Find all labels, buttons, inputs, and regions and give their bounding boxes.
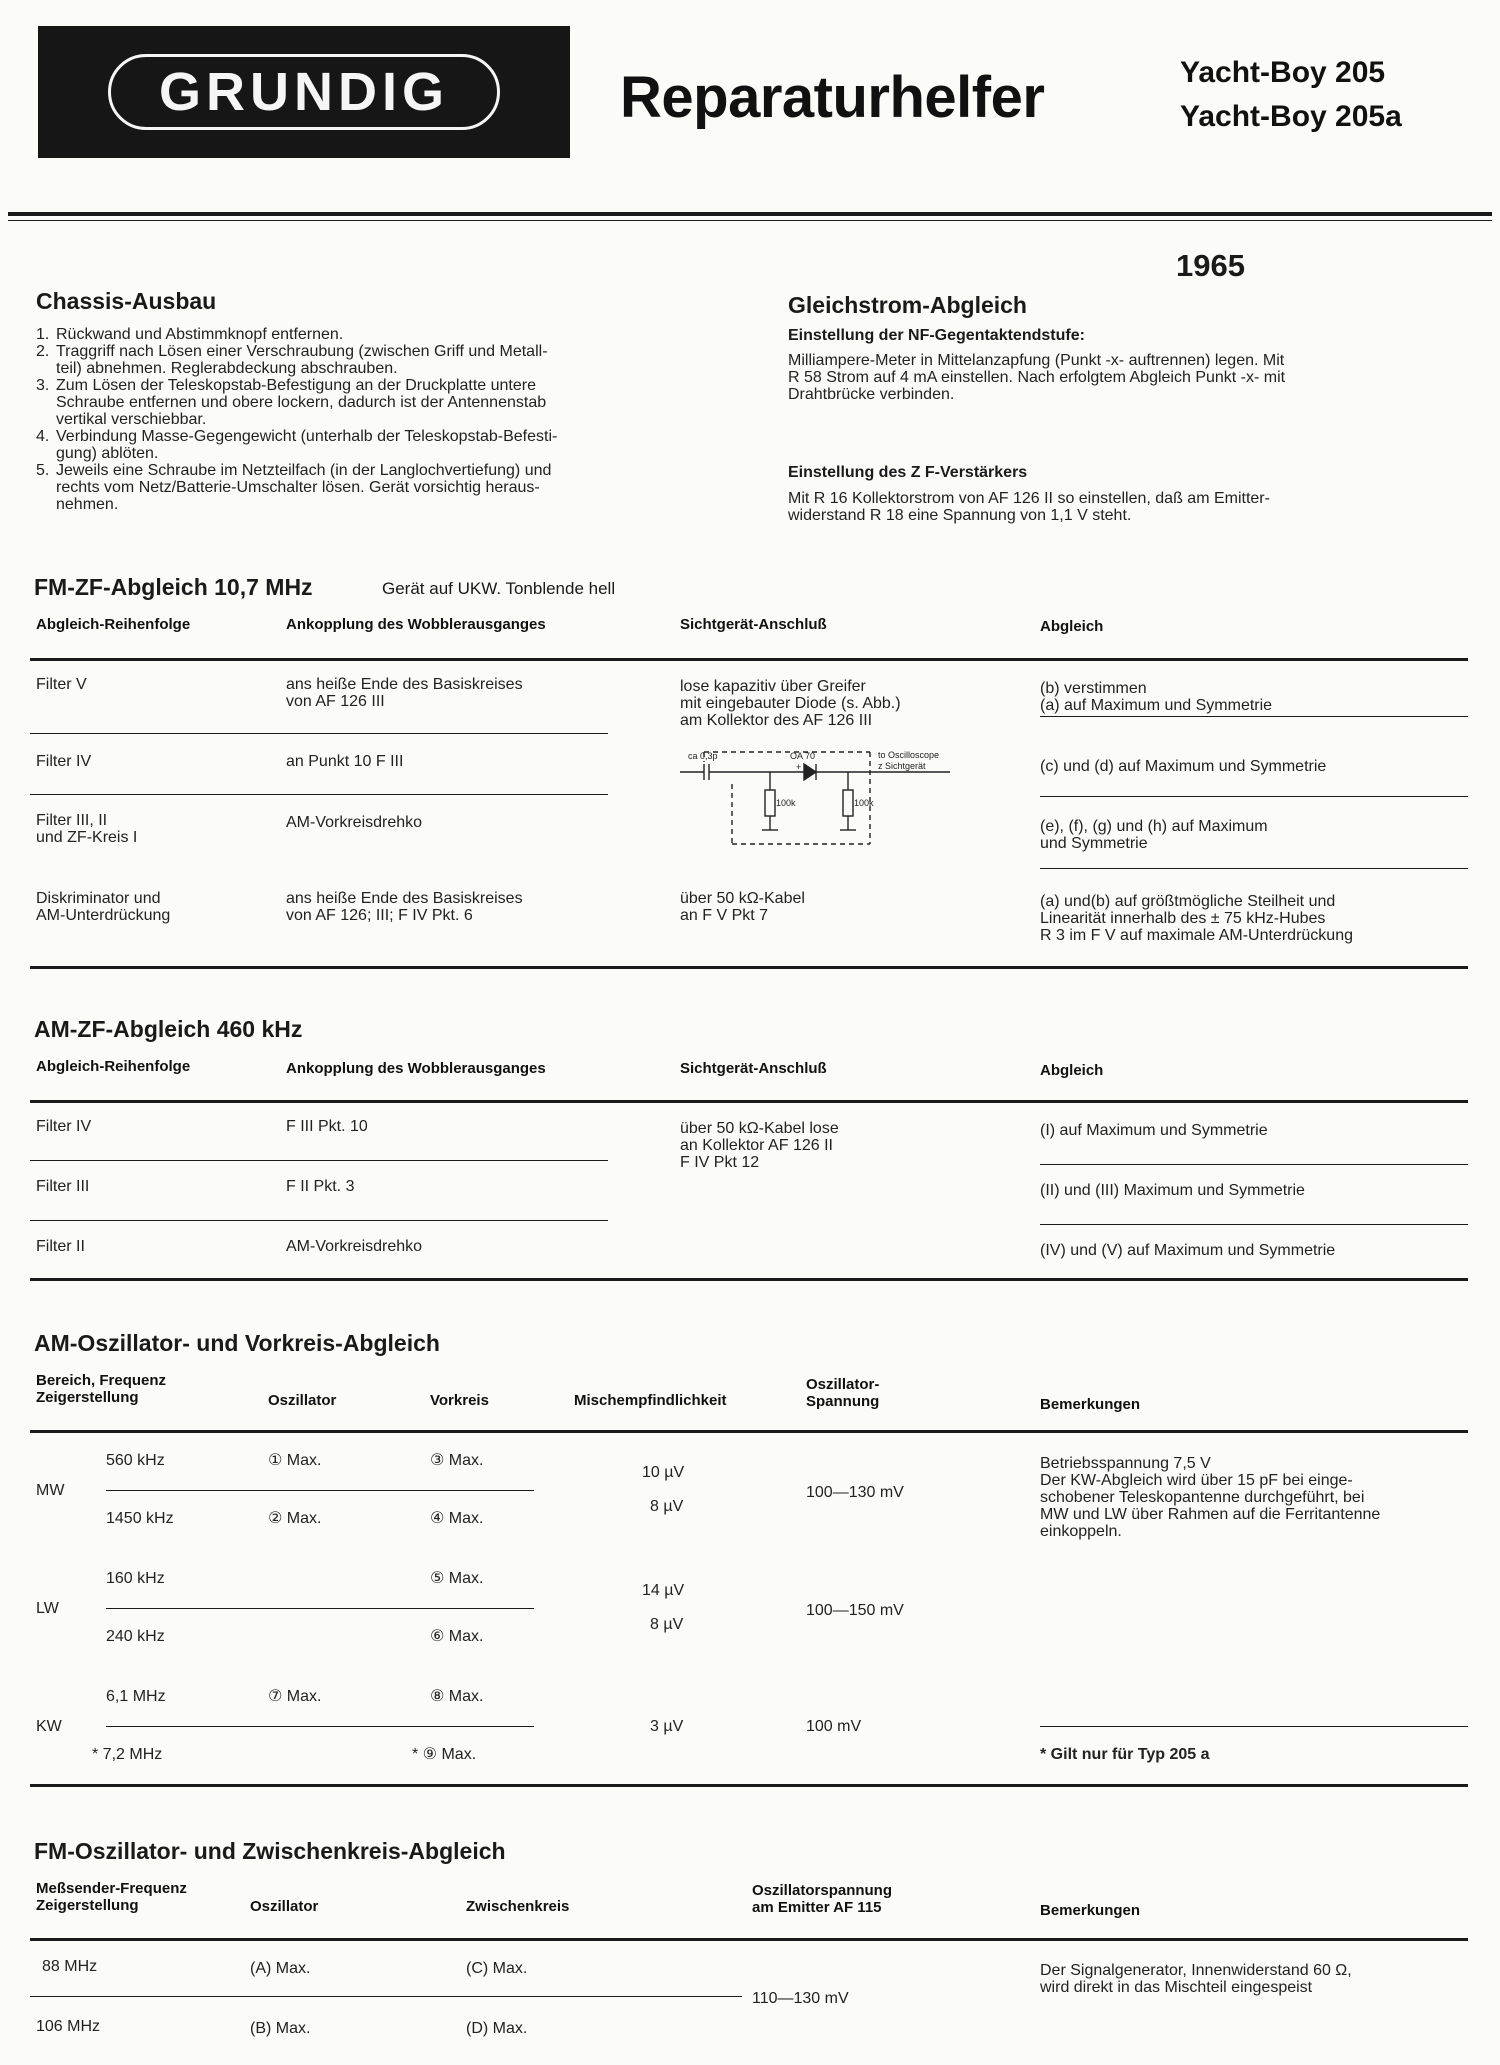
fmzf-row2-c2: an Punkt 10 F III — [286, 753, 404, 770]
amzf-header-1: Abgleich-Reihenfolge — [36, 1058, 191, 1075]
grundig-logo — [38, 26, 570, 158]
amosc-header-2: Oszillator — [268, 1392, 337, 1409]
kw-osc-voltage: 100 mV — [806, 1718, 862, 1735]
mw-misch-2: 8 µV — [650, 1498, 684, 1515]
mw-misch-1: 10 µV — [642, 1464, 685, 1481]
chassis-step: 5. Jeweils eine Schraube im Netzteilfach (in der Langlochvertiefung) und rechts vom Netz/Batterie-Umschalter lösen. Gerät vorsichtig heraus- nehmen. — [36, 462, 552, 513]
year: 1965 — [1176, 248, 1245, 283]
amosc-remarks: Betriebsspannung 7,5 V Der KW-Abgleich wird über 15 pF bei einge- schobener Teleskopantenne durchgeführt, bei MW und LW über Rahmen auf die Ferritantenne einkoppeln. — [1040, 1455, 1381, 1540]
header-rule-thin — [8, 220, 1492, 221]
fmzf-title: FM-ZF-Abgleich 10,7 MHz — [34, 574, 313, 600]
model-name-1: Yacht-Boy 205 — [1180, 56, 1386, 89]
diagram-r1-label: 100k — [776, 798, 796, 808]
fmzf-header-3: Sichtgerät-Anschluß — [680, 616, 827, 633]
kw-freq-1: 6,1 MHz — [106, 1688, 166, 1705]
fmosc-row1-osc: (A) Max. — [250, 1960, 311, 1977]
fmosc-header-rule — [30, 1938, 1468, 1941]
amzf-header-3: Sichtgerät-Anschluß — [680, 1060, 827, 1077]
fmosc-header-1: Meßsender-Frequenz Zeigerstellung — [36, 1880, 187, 1914]
diagram-plus-label: + — [796, 762, 802, 772]
band-mw: MW — [36, 1482, 65, 1499]
zf-text: Mit R 16 Kollektorstrom von AF 126 II so einstellen, daß am Emitter- widerstand R 18 eine Spannung von 1,1 V steht. — [788, 490, 1270, 524]
amzf-row2-c4: (II) und (III) Maximum und Symmetrie — [1040, 1182, 1305, 1199]
fmzf-row3-c2: AM-Vorkreisdrehko — [286, 814, 423, 831]
fmzf-bottom-rule — [30, 966, 1468, 969]
header-rule — [8, 212, 1492, 216]
fmosc-voltage: 110—130 mV — [752, 1990, 849, 2007]
fmosc-remarks: Der Signalgenerator, Innenwiderstand 60 Ω, wird direkt in das Mischteil eingespeist — [1040, 1962, 1352, 1996]
fmosc-title: FM-Oszillator- und Zwischenkreis-Abgleich — [34, 1838, 506, 1864]
chassis-step: 3. Zum Lösen der Teleskopstab-Befestigung an der Druckplatte untere Schraube entfernen und obere lockern, dadurch ist der Antennenstab vertikal verschiebbar. — [36, 377, 547, 428]
amzf-header-4: Abgleich — [1040, 1062, 1104, 1079]
fmosc-row1-freq: 88 MHz — [42, 1958, 98, 1975]
row-divider — [30, 794, 608, 795]
lw-freq-1: 160 kHz — [106, 1570, 165, 1587]
amzf-row3-c2: AM-Vorkreisdrehko — [286, 1238, 423, 1255]
lw-vor-2: ⑥ Max. — [430, 1628, 484, 1645]
amzf-title: AM-ZF-Abgleich 460 kHz — [34, 1016, 303, 1042]
chassis-step: 4. Verbindung Masse-Gegengewicht (unterhalb der Teleskopstab-Befesti- gung) ablöten. — [36, 428, 558, 462]
fmzf-row3-c4: (e), (f), (g) und (h) auf Maximum und Symmetrie — [1040, 818, 1268, 852]
fmosc-row2-osc: (B) Max. — [250, 2020, 311, 2037]
fmzf-row4-c3: über 50 kΩ-Kabel an F V Pkt 7 — [680, 890, 805, 924]
kw-osc-1: ⑦ Max. — [268, 1688, 322, 1705]
fmzf-row1-c1: Filter V — [36, 676, 87, 693]
fmzf-header-rule — [30, 658, 1468, 661]
amosc-header-3: Vorkreis — [430, 1392, 489, 1409]
diagram-diode-label: OA 70 — [790, 751, 816, 761]
amosc-header-1: Bereich, Frequenz Zeigerstellung — [36, 1372, 167, 1406]
amosc-header-6: Bemerkungen — [1040, 1396, 1141, 1413]
band-lw: LW — [36, 1600, 59, 1617]
fmzf-row3-c1: Filter III, II und ZF-Kreis I — [36, 812, 138, 846]
amosc-header-rule — [30, 1430, 1468, 1433]
lw-osc-voltage: 100—150 mV — [806, 1602, 904, 1619]
amzf-row1-c1: Filter IV — [36, 1118, 92, 1135]
row-divider — [30, 1160, 608, 1161]
kw-vor-2: * ⑨ Max. — [412, 1746, 477, 1763]
row-divider — [1040, 1726, 1468, 1727]
row-divider — [30, 1220, 608, 1221]
kw-misch: 3 µV — [650, 1718, 684, 1735]
fmosc-header-4: Oszillatorspannung am Emitter AF 115 — [752, 1882, 893, 1916]
brand-name: GRUNDIG — [108, 54, 500, 130]
diagram-to-label-2: z Sichtgerät — [878, 761, 926, 771]
band-kw: KW — [36, 1718, 62, 1735]
fmzf-header-2: Ankopplung des Wobblerausganges — [286, 616, 546, 633]
mw-osc-1: ① Max. — [268, 1452, 322, 1469]
row-divider — [1040, 868, 1468, 869]
amzf-row2-c2: F II Pkt. 3 — [286, 1178, 355, 1195]
fmzf-row1-c4: (b) verstimmen (a) auf Maximum und Symmetrie — [1040, 680, 1273, 714]
fmzf-header-1: Abgleich-Reihenfolge — [36, 616, 191, 633]
row-divider — [1040, 1164, 1468, 1165]
row-divider — [106, 1490, 534, 1491]
fmzf-row4-c4: (a) und(b) auf größtmögliche Steilheit und Linearität innerhalb des ± 75 kHz-Hubes R 3 im F V auf maximale AM-Unterdrückung — [1040, 893, 1353, 944]
chassis-step: 2. Traggriff nach Lösen einer Verschraubung (zwischen Griff und Metall- teil) abnehmen. Reglerabdeckung abschrauben. — [36, 343, 548, 377]
row-divider — [106, 1608, 534, 1609]
fmosc-header-3: Zwischenkreis — [466, 1898, 570, 1915]
model-name-2: Yacht-Boy 205a — [1180, 100, 1402, 133]
amzf-c3: über 50 kΩ-Kabel lose an Kollektor AF 126 II F IV Pkt 12 — [680, 1120, 839, 1171]
chassis-step: 1. Rückwand und Abstimmknopf entfernen. — [36, 326, 344, 343]
fmzf-row2-c1: Filter IV — [36, 753, 92, 770]
row-divider — [1040, 796, 1468, 797]
mw-freq-1: 560 kHz — [106, 1452, 165, 1469]
fmosc-row2-zwk: (D) Max. — [466, 2020, 528, 2037]
lw-misch-1: 14 µV — [642, 1582, 685, 1599]
fmosc-row2-freq: 106 MHz — [36, 2018, 101, 2035]
amosc-footnote: * Gilt nur für Typ 205 a — [1040, 1746, 1210, 1763]
nf-title: Einstellung der NF-Gegentaktendstufe: — [788, 327, 1085, 344]
amzf-row1-c4: (I) auf Maximum und Symmetrie — [1040, 1122, 1268, 1139]
page-title: Reparaturhelfer — [620, 65, 1045, 130]
lw-misch-2: 8 µV — [650, 1616, 684, 1633]
mw-osc-voltage: 100—130 mV — [806, 1484, 904, 1501]
fmosc-header-5: Bemerkungen — [1040, 1902, 1141, 1919]
amzf-header-rule — [30, 1100, 1468, 1103]
chassis-title: Chassis-Ausbau — [36, 288, 217, 314]
fmzf-header-4: Abgleich — [1040, 618, 1104, 635]
amzf-header-2: Ankopplung des Wobblerausganges — [286, 1060, 546, 1077]
zf-title: Einstellung des Z F-Verstärkers — [788, 464, 1028, 481]
diagram-to-label-1: to Oscilloscope — [878, 750, 940, 760]
amzf-row2-c1: Filter III — [36, 1178, 90, 1195]
fmzf-row4-c1: Diskriminator und AM-Unterdrückung — [36, 890, 171, 924]
fmzf-row4-c2: ans heiße Ende des Basiskreises von AF 126; III; F IV Pkt. 6 — [286, 890, 523, 924]
amosc-title: AM-Oszillator- und Vorkreis-Abgleich — [34, 1330, 440, 1356]
amzf-row3-c4: (IV) und (V) auf Maximum und Symmetrie — [1040, 1242, 1336, 1259]
amosc-header-4: Mischempfindlichkeit — [574, 1392, 727, 1409]
diagram-r2-label: 100k — [854, 798, 874, 808]
amzf-row3-c1: Filter II — [36, 1238, 85, 1255]
lw-freq-2: 240 kHz — [106, 1628, 165, 1645]
fmzf-row2-c4: (c) und (d) auf Maximum und Symmetrie — [1040, 758, 1327, 775]
amosc-bottom-rule — [30, 1784, 1468, 1787]
mw-vor-2: ④ Max. — [430, 1510, 484, 1527]
row-divider — [1040, 716, 1468, 717]
mw-freq-2: 1450 kHz — [106, 1510, 174, 1527]
mw-osc-2: ② Max. — [268, 1510, 322, 1527]
row-divider — [30, 1996, 742, 1997]
amosc-header-5: Oszillator- Spannung — [806, 1376, 880, 1410]
kw-vor-1: ⑧ Max. — [430, 1688, 484, 1705]
amzf-bottom-rule — [30, 1278, 1468, 1281]
row-divider — [1040, 1224, 1468, 1225]
row-divider — [106, 1726, 534, 1727]
amzf-row1-c2: F III Pkt. 10 — [286, 1118, 368, 1135]
diagram-cap-label: ca 0,3p — [688, 751, 718, 761]
fmzf-row1-c3: lose kapazitiv über Greifer mit eingebauter Diode (s. Abb.) am Kollektor des AF 126 III — [680, 678, 901, 729]
probe-circuit-diagram — [680, 744, 980, 856]
nf-text: Milliampere-Meter in Mittelanzapfung (Punkt -x- auftrennen) legen. Mit R 58 Strom auf 4 mA einstellen. Nach erfolgtem Abgleich Punkt -x- mit Drahtbrücke verbinden. — [788, 352, 1286, 403]
row-divider — [30, 733, 608, 734]
mw-vor-1: ③ Max. — [430, 1452, 484, 1469]
fmzf-note: Gerät auf UKW. Tonblende hell — [382, 579, 616, 598]
chassis-steps — [36, 326, 716, 513]
dc-title: Gleichstrom-Abgleich — [788, 292, 1027, 318]
lw-vor-1: ⑤ Max. — [430, 1570, 484, 1587]
fmosc-header-2: Oszillator — [250, 1898, 319, 1915]
fmzf-row1-c2: ans heiße Ende des Basiskreises von AF 126 III — [286, 676, 523, 710]
fmosc-row1-zwk: (C) Max. — [466, 1960, 528, 1977]
kw-freq-2: * 7,2 MHz — [92, 1746, 163, 1763]
